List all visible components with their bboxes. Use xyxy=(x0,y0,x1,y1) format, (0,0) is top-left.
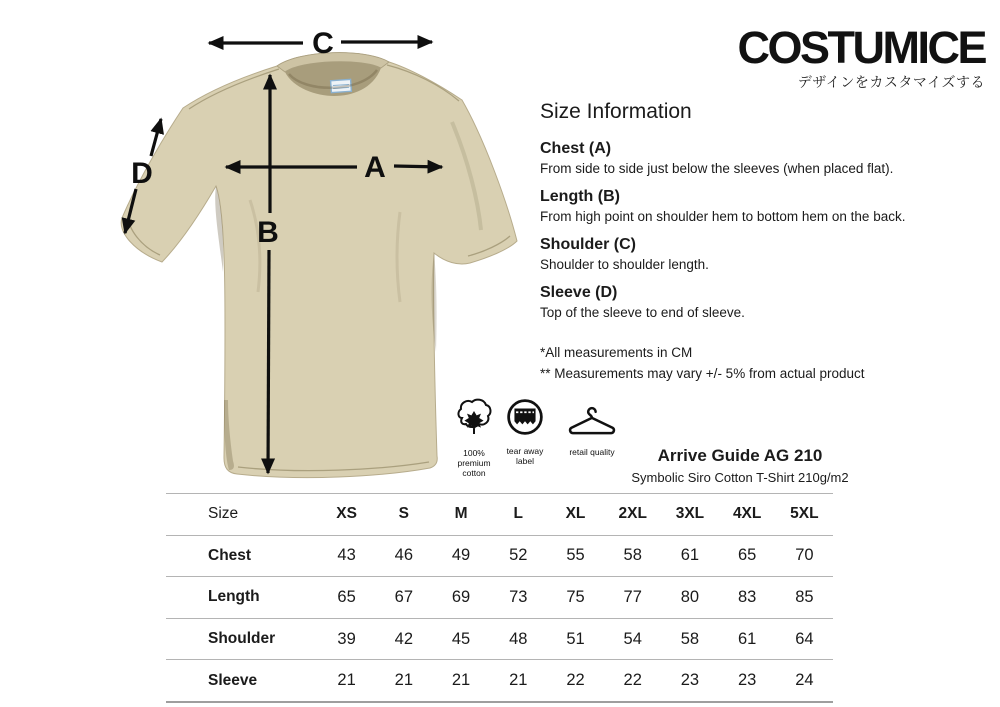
definition-description: Top of the sleeve to end of sleeve. xyxy=(540,305,745,320)
measurement-value: 39 xyxy=(337,629,356,648)
measurement-value: 23 xyxy=(680,671,700,690)
measurement-arrow-a xyxy=(226,166,442,167)
brand-block xyxy=(737,22,986,92)
measurement-value: 22 xyxy=(623,671,642,690)
measurement-definition xyxy=(540,188,970,224)
hanger-icon xyxy=(563,405,621,442)
measurement-value: 49 xyxy=(451,546,471,565)
size-information xyxy=(540,100,970,384)
definition-description: From high point on shoulder hem to bottom hem on the back. xyxy=(540,209,906,224)
measurement-value: 61 xyxy=(680,546,700,565)
size-table-row xyxy=(166,576,833,618)
tear-away-label-icon xyxy=(506,398,544,441)
measurement-value: 61 xyxy=(737,629,757,648)
size-column-header: 2XL xyxy=(618,505,647,523)
measurement-row-label: Sleeve xyxy=(208,671,258,689)
definition-description: Shoulder to shoulder length. xyxy=(540,257,709,272)
measurement-value: 45 xyxy=(451,629,471,648)
measurement-row-label: Shoulder xyxy=(208,630,276,648)
size-table-row xyxy=(166,659,833,703)
size-column-header: XS xyxy=(336,505,357,523)
cotton-icon xyxy=(454,398,494,443)
measurement-notes xyxy=(540,342,970,384)
size-column-header: L xyxy=(513,505,523,523)
measurement-definition xyxy=(540,284,970,320)
measurement-value: 51 xyxy=(566,629,585,648)
arrow-label-d: D xyxy=(131,157,153,190)
measurement-value: 24 xyxy=(795,671,814,690)
size-column-header: 3XL xyxy=(675,505,705,523)
feature-label: retail quality xyxy=(569,447,615,457)
measurement-value: 67 xyxy=(394,587,413,606)
feature-label: 100% premium cotton xyxy=(457,448,491,478)
feature-label: tear away label xyxy=(506,446,544,466)
size-column-header: 5XL xyxy=(790,505,819,523)
size-table xyxy=(166,493,833,703)
measurement-value: 23 xyxy=(737,671,757,690)
measurement-value: 22 xyxy=(566,671,585,690)
measurement-value: 85 xyxy=(795,587,814,606)
measurement-value: 75 xyxy=(566,587,585,606)
note-line: ** Measurements may vary +/- 5% from actual product xyxy=(540,366,865,381)
measurement-definition xyxy=(540,140,970,176)
definition-heading: Chest (A) xyxy=(540,140,612,157)
measurement-value: 65 xyxy=(337,587,356,606)
measurement-row-label: Length xyxy=(208,588,260,606)
feature-tear-away-label xyxy=(500,398,550,466)
measurement-value: 80 xyxy=(680,587,700,606)
measurement-value: 58 xyxy=(680,629,700,648)
measurement-value: 46 xyxy=(394,546,413,565)
measurement-value: 83 xyxy=(737,587,757,606)
measurement-value: 58 xyxy=(623,546,642,565)
definition-heading: Shoulder (C) xyxy=(540,236,636,253)
measurement-value: 65 xyxy=(737,546,757,565)
measurement-value: 70 xyxy=(795,546,814,565)
measurement-row-label: Chest xyxy=(208,546,252,564)
measurement-value: 43 xyxy=(337,546,356,565)
measurement-value: 73 xyxy=(509,587,528,606)
feature-cotton xyxy=(450,398,498,478)
product-name: Arrive Guide AG 210 xyxy=(657,446,823,465)
definition-description: From side to side just below the sleeves (when placed flat). xyxy=(540,161,894,176)
measurement-value: 69 xyxy=(451,587,471,606)
size-column-header: S xyxy=(398,505,409,523)
measurement-value: 64 xyxy=(795,629,814,648)
size-column-header: XL xyxy=(565,505,586,523)
measurement-value: 21 xyxy=(337,671,356,690)
measurement-value: 54 xyxy=(623,629,642,648)
brand-logo: COSTUMICE xyxy=(737,22,985,73)
measurement-value: 48 xyxy=(509,629,528,648)
measurement-value: 21 xyxy=(509,671,528,690)
arrow-label-a: A xyxy=(364,151,386,184)
definition-heading: Length (B) xyxy=(540,188,620,205)
arrow-label-c: C xyxy=(312,27,334,60)
size-information-title: Size Information xyxy=(540,100,692,123)
size-table-corner-label: Size xyxy=(208,505,239,523)
size-table-row xyxy=(166,535,833,577)
size-table-header-row xyxy=(166,493,833,535)
measurement-value: 42 xyxy=(394,629,413,648)
note-line: *All measurements in CM xyxy=(540,345,693,360)
size-table-row xyxy=(166,618,833,660)
size-column-header: M xyxy=(454,505,468,523)
size-column-header: 4XL xyxy=(732,505,762,523)
brand-tagline: デザインをカスタマイズする xyxy=(797,74,985,90)
definition-heading: Sleeve (D) xyxy=(540,284,618,301)
arrow-label-b: B xyxy=(257,216,279,249)
measurement-definition xyxy=(540,236,970,272)
measurement-value: 77 xyxy=(623,587,642,606)
product-block xyxy=(600,446,880,485)
measurement-value: 55 xyxy=(566,546,585,565)
measurement-value: 21 xyxy=(451,671,471,690)
measurement-value: 21 xyxy=(394,671,413,690)
measurement-value: 52 xyxy=(509,546,528,565)
product-subtitle: Symbolic Siro Cotton T-Shirt 210g/m2 xyxy=(631,470,849,485)
